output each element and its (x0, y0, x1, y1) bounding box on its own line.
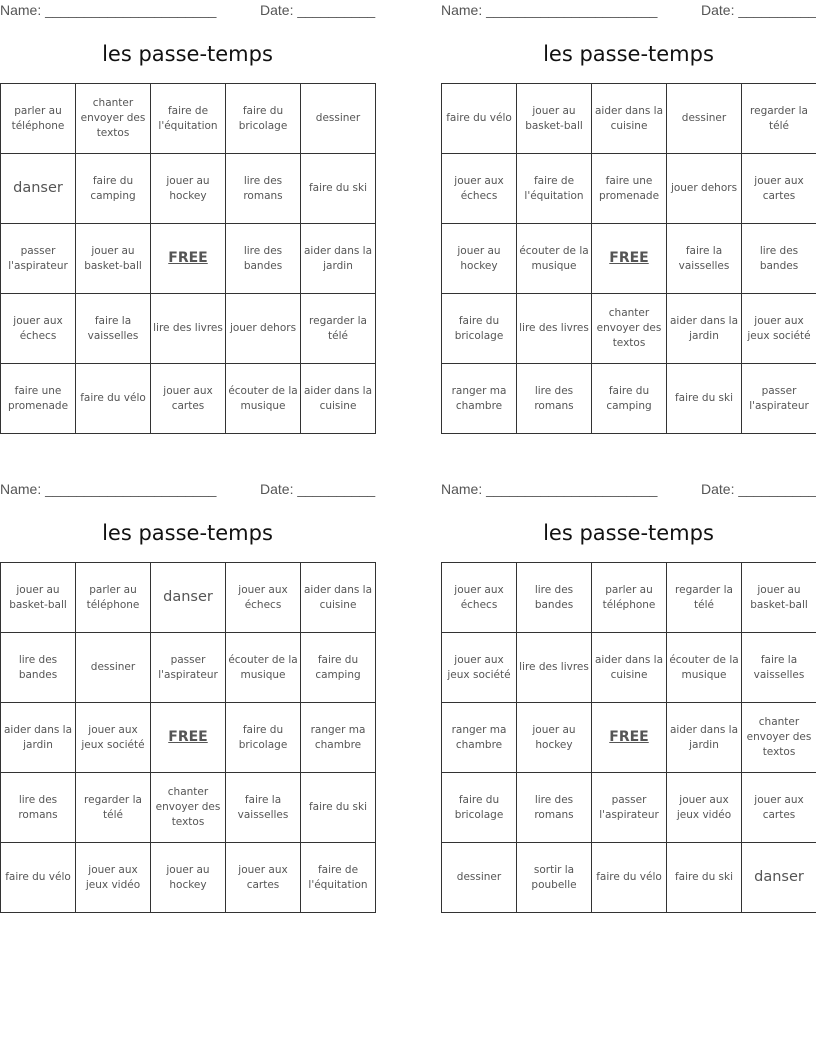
bingo-cell[interactable]: jouer aux jeux vidéo (76, 843, 151, 913)
bingo-cell[interactable]: faire du bricolage (226, 84, 301, 154)
name-field-label[interactable]: Name: ______________________ (0, 481, 217, 497)
bingo-cell[interactable]: faire du vélo (442, 84, 517, 154)
name-field-label[interactable]: Name: ______________________ (441, 2, 658, 18)
grid-row (1, 154, 376, 224)
bingo-cell[interactable]: faire du bricolage (226, 703, 301, 773)
free-space-cell[interactable]: FREE (592, 224, 667, 294)
bingo-cell[interactable]: faire du bricolage (442, 294, 517, 364)
bingo-cell[interactable]: aider dans la cuisine (592, 633, 667, 703)
bingo-cell[interactable]: parler au téléphone (1, 84, 76, 154)
name-date-line (0, 0, 376, 22)
bingo-cell[interactable]: faire du ski (667, 843, 742, 913)
bingo-card-3 (0, 479, 376, 891)
bingo-cell[interactable]: faire la vaisselles (667, 224, 742, 294)
bingo-cell[interactable]: faire du ski (301, 773, 376, 843)
bingo-cell[interactable]: faire de l'équitation (517, 154, 592, 224)
bingo-cell[interactable]: chanter envoyer des textos (742, 703, 816, 773)
free-space-cell[interactable]: FREE (592, 703, 667, 773)
bingo-card-2 (441, 0, 816, 412)
bingo-cell[interactable]: jouer au basket-ball (1, 563, 76, 633)
card-title: les passe-temps (543, 521, 714, 545)
bingo-cell[interactable]: jouer dehors (226, 294, 301, 364)
bingo-cell[interactable]: dessiner (301, 84, 376, 154)
bingo-cell[interactable]: passer l'aspirateur (592, 773, 667, 843)
grid-row (1, 294, 376, 364)
name-date-line (441, 0, 816, 22)
bingo-cell[interactable]: jouer au basket-ball (517, 84, 592, 154)
bingo-cell[interactable]: parler au téléphone (592, 563, 667, 633)
bingo-cell[interactable]: jouer aux échecs (442, 563, 517, 633)
free-space-cell[interactable]: FREE (151, 703, 226, 773)
grid-row (1, 364, 376, 434)
grid-row (442, 294, 816, 364)
bingo-cell[interactable]: dessiner (442, 843, 517, 913)
name-field-label[interactable]: Name: ______________________ (441, 481, 658, 497)
bingo-cell[interactable]: chanter envoyer des textos (76, 84, 151, 154)
bingo-cell[interactable]: faire du vélo (76, 364, 151, 434)
bingo-cell[interactable]: faire une promenade (592, 154, 667, 224)
grid-row (442, 703, 816, 773)
grid-row (1, 563, 376, 633)
bingo-cell[interactable]: lire des romans (1, 773, 76, 843)
bingo-cell[interactable]: chanter envoyer des textos (592, 294, 667, 364)
bingo-cell[interactable]: lire des livres (517, 633, 592, 703)
bingo-cell[interactable]: faire du vélo (1, 843, 76, 913)
bingo-card-4 (441, 479, 816, 891)
bingo-cell[interactable]: lire des romans (517, 364, 592, 434)
bingo-cell[interactable]: faire du camping (76, 154, 151, 224)
bingo-cell[interactable]: jouer aux échecs (1, 294, 76, 364)
bingo-cell[interactable]: jouer au hockey (517, 703, 592, 773)
bingo-cell[interactable]: faire une promenade (1, 364, 76, 434)
grid-row (1, 773, 376, 843)
bingo-cell[interactable]: jouer aux cartes (742, 773, 816, 843)
bingo-cell[interactable]: ranger ma chambre (442, 364, 517, 434)
bingo-cell[interactable]: faire du vélo (592, 843, 667, 913)
card-title: les passe-temps (102, 42, 273, 66)
bingo-cell[interactable]: lire des bandes (226, 224, 301, 294)
bingo-cell[interactable]: passer l'aspirateur (1, 224, 76, 294)
bingo-card-1 (0, 0, 376, 412)
bingo-cell[interactable]: faire de l'équitation (151, 84, 226, 154)
grid-row (442, 843, 816, 913)
bingo-cell[interactable]: ranger ma chambre (442, 703, 517, 773)
grid-row (1, 84, 376, 154)
bingo-grid (441, 83, 816, 434)
bingo-cell[interactable]: jouer au hockey (151, 154, 226, 224)
name-field-label[interactable]: Name: ______________________ (0, 2, 217, 18)
bingo-cell[interactable]: jouer aux jeux société (742, 294, 816, 364)
bingo-cell[interactable]: regarder la télé (742, 84, 816, 154)
bingo-cell[interactable]: jouer au basket-ball (76, 224, 151, 294)
bingo-cell[interactable]: aider dans la jardin (667, 703, 742, 773)
bingo-grid (441, 562, 816, 913)
bingo-cell[interactable]: dessiner (76, 633, 151, 703)
bingo-cell[interactable]: jouer aux jeux société (76, 703, 151, 773)
bingo-cell[interactable]: aider dans la jardin (1, 703, 76, 773)
bingo-cell[interactable]: lire des bandes (1, 633, 76, 703)
bingo-grid (0, 83, 376, 434)
bingo-cell[interactable]: dessiner (667, 84, 742, 154)
bingo-cell[interactable]: jouer aux jeux vidéo (667, 773, 742, 843)
bingo-cell[interactable]: jouer au hockey (151, 843, 226, 913)
date-field-label[interactable]: Date: __________ (701, 2, 816, 18)
bingo-cell[interactable]: regarder la télé (76, 773, 151, 843)
bingo-cell[interactable]: faire la vaisselles (76, 294, 151, 364)
bingo-cell[interactable]: chanter envoyer des textos (151, 773, 226, 843)
bingo-cell[interactable]: faire la vaisselles (226, 773, 301, 843)
bingo-cell[interactable]: ranger ma chambre (301, 703, 376, 773)
bingo-cell[interactable]: jouer aux échecs (442, 154, 517, 224)
bingo-cell[interactable]: jouer au basket-ball (742, 563, 816, 633)
bingo-cell[interactable]: écouter de la musique (667, 633, 742, 703)
bingo-cell[interactable]: lire des livres (517, 294, 592, 364)
bingo-cell[interactable]: passer l'aspirateur (151, 633, 226, 703)
bingo-cell[interactable]: jouer aux cartes (742, 154, 816, 224)
name-date-line (441, 479, 816, 501)
bingo-cell[interactable]: jouer aux cartes (151, 364, 226, 434)
bingo-cell[interactable]: faire du camping (301, 633, 376, 703)
name-date-line (0, 479, 376, 501)
bingo-cell[interactable]: écouter de la musique (517, 224, 592, 294)
grid-row (442, 563, 816, 633)
bingo-cell[interactable]: jouer au hockey (442, 224, 517, 294)
grid-row (1, 843, 376, 913)
grid-row (442, 224, 816, 294)
bingo-cell[interactable]: faire du ski (667, 364, 742, 434)
bingo-cell[interactable]: aider dans la jardin (301, 224, 376, 294)
bingo-cell[interactable]: lire des romans (517, 773, 592, 843)
bingo-cell[interactable]: danser (151, 563, 226, 633)
bingo-cell[interactable]: jouer aux échecs (226, 563, 301, 633)
bingo-cell[interactable]: écouter de la musique (226, 633, 301, 703)
bingo-cell[interactable]: aider dans la jardin (667, 294, 742, 364)
bingo-cell[interactable]: faire du ski (301, 154, 376, 224)
bingo-cell[interactable]: regarder la télé (301, 294, 376, 364)
date-field-label[interactable]: Date: __________ (260, 2, 376, 18)
bingo-cell[interactable]: faire du bricolage (442, 773, 517, 843)
date-field-label[interactable]: Date: __________ (701, 481, 816, 497)
bingo-cell[interactable]: aider dans la cuisine (301, 364, 376, 434)
card-title: les passe-temps (102, 521, 273, 545)
bingo-cell[interactable]: lire des livres (151, 294, 226, 364)
bingo-cell[interactable]: passer l'aspirateur (742, 364, 816, 434)
bingo-cell[interactable]: lire des bandes (742, 224, 816, 294)
bingo-cell[interactable]: aider dans la cuisine (592, 84, 667, 154)
bingo-cell[interactable]: danser (742, 843, 816, 913)
bingo-cell[interactable]: jouer dehors (667, 154, 742, 224)
grid-row (1, 224, 376, 294)
free-space-cell[interactable]: FREE (151, 224, 226, 294)
bingo-cell[interactable]: aider dans la cuisine (301, 563, 376, 633)
grid-row (442, 364, 816, 434)
bingo-cell[interactable]: jouer aux cartes (226, 843, 301, 913)
bingo-cell[interactable]: faire la vaisselles (742, 633, 816, 703)
grid-row (1, 633, 376, 703)
bingo-cell[interactable]: faire de l'équitation (301, 843, 376, 913)
card-title: les passe-temps (543, 42, 714, 66)
grid-row (442, 84, 816, 154)
bingo-cell[interactable]: faire du camping (592, 364, 667, 434)
bingo-grid (0, 562, 376, 913)
bingo-cell[interactable]: lire des romans (226, 154, 301, 224)
bingo-cell[interactable]: regarder la télé (667, 563, 742, 633)
bingo-cell[interactable]: jouer aux jeux société (442, 633, 517, 703)
bingo-cell[interactable]: lire des bandes (517, 563, 592, 633)
grid-row (442, 154, 816, 224)
bingo-cell[interactable]: parler au téléphone (76, 563, 151, 633)
grid-row (1, 703, 376, 773)
bingo-cell[interactable]: écouter de la musique (226, 364, 301, 434)
grid-row (442, 773, 816, 843)
bingo-cell[interactable]: sortir la poubelle (517, 843, 592, 913)
grid-row (442, 633, 816, 703)
bingo-cell[interactable]: danser (1, 154, 76, 224)
date-field-label[interactable]: Date: __________ (260, 481, 376, 497)
